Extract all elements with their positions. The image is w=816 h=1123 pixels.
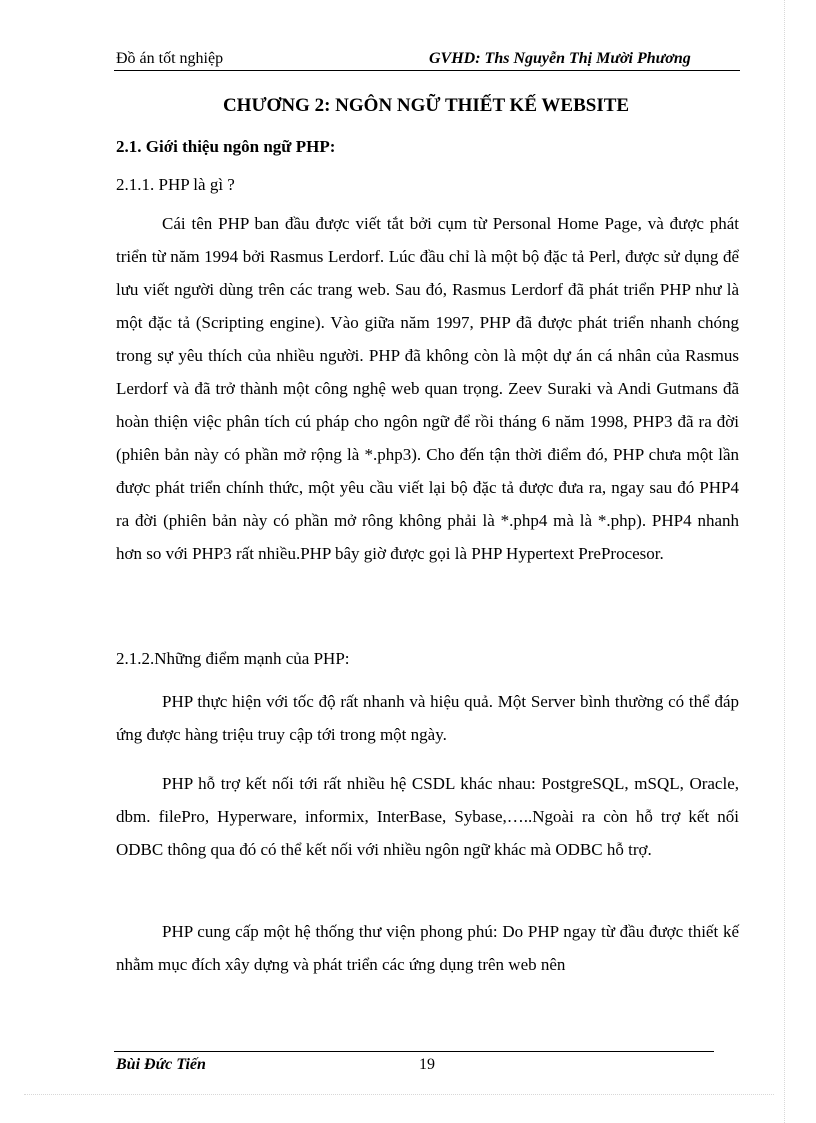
- footer-author: Bùi Đức Tiến: [116, 1056, 206, 1073]
- page-border-right: [784, 0, 785, 1123]
- paragraph-php-history: Cái tên PHP ban đầu được viết tắt bởi cụm từ Personal Home Page, và được phát triển từ năm 1994 bởi Rasmus Lerdorf. Lúc đầu chỉ là một bộ đặc tả Perl, được sử dụng để lưu viết người dùng trên các trang web. Sau đó, Rasmus Lerdorf đã phát triển PHP như là một đặc tả (Scripting engine). Vào giữa năm 1997, PHP đã được phát triển nhanh chóng trong sự yêu thích của nhiều người. PHP đã không còn là một dự án cá nhân của Rasmus Lerdorf và đã trở thành một công nghệ web quan trọng. Zeev Suraki và Andi Gutmans đã hoàn thiện việc phân tích cú pháp cho ngôn ngữ để rồi tháng 6 năm 1998, PHP3 đã ra đời (phiên bản này có phần mở rộng là *.php3). Cho đến tận thời điểm đó, PHP chưa một lần được phát triển chính thức, một yêu cầu viết lại bộ đặc tả được đưa ra, ngay sau đó PHP4 ra đời (phiên bản này có phần mở rông không phải là *.php4 mà là *.php). PHP4 nhanh hơn so với PHP3 rất nhiều.PHP bây giờ được gọi là PHP Hypertext PreProcesor.: [116, 214, 739, 563]
- page-border-bottom: [24, 1094, 774, 1095]
- paragraph-php-performance: PHP thực hiện với tốc độ rất nhanh và hiệu quả. Một Server bình thường có thể đáp ứng được hàng triệu truy cập tới trong một ngày.: [116, 692, 739, 744]
- section-heading-2-1-1: 2.1.1. PHP là gì ?: [116, 175, 235, 194]
- header-supervisor: GVHD: Ths Nguyễn Thị Mười Phương: [429, 50, 691, 67]
- section-heading-2-1-2: 2.1.2.Những điểm mạnh của PHP:: [116, 649, 350, 668]
- paragraph-php-library: PHP cung cấp một hệ thống thư viện phong phú: Do PHP ngay từ đầu được thiết kế nhằm mục đích xây dựng và phát triển các ứng dụng trên web nên: [116, 922, 739, 974]
- header-document-type: Đồ án tốt nghiệp: [116, 50, 224, 67]
- header-divider: [114, 70, 740, 71]
- footer-divider: [114, 1051, 714, 1052]
- page-number: 19: [419, 1056, 435, 1073]
- chapter-title: CHƯƠNG 2: NGÔN NGỮ THIẾT KẾ WEBSITE: [222, 95, 630, 116]
- paragraph-php-databases: PHP hỗ trợ kết nối tới rất nhiều hệ CSDL khác nhau: PostgreSQL, mSQL, Oracle, dbm. filePro, Hyperware, informix, InterBase, Sybase,…..Ngoài ra còn hỗ trợ kết nối ODBC thông qua đó có thể kết nối với nhiều ngôn ngữ khác mà ODBC hỗ trợ.: [116, 774, 739, 859]
- section-heading-2-1: 2.1. Giới thiệu ngôn ngữ PHP:: [116, 137, 336, 156]
